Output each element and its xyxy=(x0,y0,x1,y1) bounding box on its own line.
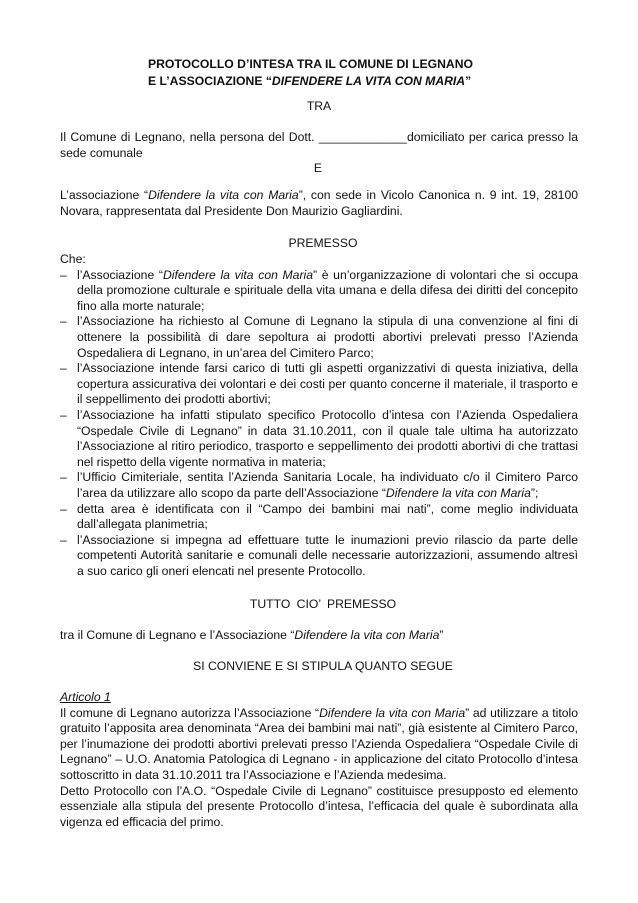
party-comune xyxy=(60,130,578,161)
title-line-2-post: ” xyxy=(465,74,472,88)
dash-bullet: – xyxy=(60,267,67,282)
list-item xyxy=(60,470,578,501)
premesso-list xyxy=(60,268,578,580)
item-5-association: Difendere la vita con Maria xyxy=(385,485,531,500)
item-1-pre: l’Associazione “ xyxy=(77,267,163,282)
party2-post: ”, con sede in Vicolo Canonica n. 9 int. 19, 28100 Novara, rappresentata dal Presidente Don Maurizio Gagliardini. xyxy=(60,188,579,218)
article-1-p1-association: Difendere la vita con Maria xyxy=(319,705,466,720)
party-comune-text: Il Comune di Legnano, nella persona del Dott. _____________domiciliato per carica presso la sede comunale xyxy=(60,130,578,160)
article-1-heading-text: Articolo 1 xyxy=(60,690,111,704)
title-line-2 xyxy=(148,74,548,91)
article-1-p1-pre: Il comune di Legnano autorizza l’Associazione “ xyxy=(60,705,320,720)
che-label: Che: xyxy=(60,252,86,266)
list-item xyxy=(60,502,578,533)
dash-bullet: – xyxy=(60,532,67,547)
conviene-heading: SI CONVIENE E SI STIPULA QUANTO SEGUE xyxy=(193,659,453,673)
tutto-premesso-heading: TUTTO CIO’ PREMESSO xyxy=(249,597,397,611)
between-association: Difendere la vita con Maria xyxy=(294,628,440,642)
tra-separator: TRA xyxy=(306,99,332,113)
document-title xyxy=(148,57,548,91)
item-4-text: l’Associazione ha infatti stipulato specifico Protocollo d’intesa con l’Azienda Ospedaliera “Ospedale Civile di Legnano” in data 31.10.2011, con il quale tale ultima ha autorizzato l’Associazione al ritiro periodico, trasporto e seppellimento dei prodotti abortivi di che trattasi nel rispetto della vigente normativa in materia; xyxy=(77,407,578,469)
premesso-section xyxy=(60,252,578,579)
article-1-paragraph-2: Detto Protocollo con l’A.O. “Ospedale Civile di Legnano” costituisce presupposto ed elemento essenziale alla stipula del presente Protocollo d’intesa, l’efficacia del quale è subordinata alla vigenza ed efficacia del primo. xyxy=(60,783,578,829)
article-1-heading xyxy=(60,690,578,706)
list-item xyxy=(60,533,578,580)
item-5-pre: l’Ufficio Cimiteriale, sentita l’Azienda Sanitaria Locale, ha individuato c/o il Cimitero Parco l’area da utilizzare allo scopo da parte dell’Associazione “ xyxy=(77,470,578,500)
e-separator: E xyxy=(313,161,323,175)
list-item xyxy=(60,268,578,315)
item-7-text: l’Associazione si impegna ad effettuare tutte le inumazioni previo rilascio da parte delle competenti Autorità sanitarie e comunali delle necessarie autorizzazioni, assumendo altresì a suo carico gli oneri elencati nel presente Protocollo. xyxy=(77,532,578,578)
list-item xyxy=(60,314,578,361)
list-item xyxy=(60,408,578,470)
item-1-association: Difendere la vita con Maria xyxy=(162,267,314,282)
title-line-2-pre: E L’ASSOCIAZIONE “ xyxy=(148,74,272,88)
premesso-heading: PREMESSO xyxy=(288,236,358,250)
between-pre: tra il Comune di Legnano e l’Associazione “ xyxy=(60,628,295,642)
article-1-p1-post: ” ad utilizzare a titolo gratuito l’apposita area denominata “Area dei bambini mai nati”, già esistente al Cimitero Parco, per l’inumazione dei prodotti abortivi prelevati presso l’Azienda Ospedaliera “Ospedale Civile di Legnano” – U.O. Anatomia Patologica di Legnano - in applicazione del citato Protocollo d’intesa sottoscritto in data 31.10.2011 tra l’Associazione e l’Azienda medesima. xyxy=(60,705,579,782)
party2-pre: L’associazione “ xyxy=(60,188,149,202)
dash-bullet: – xyxy=(60,501,67,516)
dash-bullet: – xyxy=(60,407,67,422)
title-line-2-association: DIFENDERE LA VITA CON MARIA xyxy=(271,74,466,88)
item-2-text: l’Associazione ha richiesto al Comune di Legnano la stipula di una convenzione al fini di ottenere la possibilità di dare sepoltura ai prodotti abortivi prelevati presso l’Azienda Ospedaliera di Legnano, in un’area del Cimitero Parco; xyxy=(77,314,578,360)
dash-bullet: – xyxy=(60,314,67,329)
title-line-1: PROTOCOLLO D’INTESA TRA IL COMUNE DI LEGNANO xyxy=(148,57,474,71)
item-6-text: detta area è identificata con il “Campo dei bambini mai nati”, come meglio individuata dall’allegata planimetria; xyxy=(77,501,578,532)
item-1-post: ” è un’organizzazione di volontari che si occupa della promozione culturale e spirituale della vita umana e della difesa dei diritti del concepito fino alla morte naturale; xyxy=(77,267,579,313)
list-item xyxy=(60,361,578,408)
between-parties xyxy=(60,628,578,644)
party-associazione xyxy=(60,188,578,219)
between-text xyxy=(60,628,578,644)
between-post: ” xyxy=(439,628,444,642)
item-5-post: ”; xyxy=(530,485,539,500)
dash-bullet: – xyxy=(60,361,67,376)
party-associazione-text xyxy=(60,188,578,219)
article-1-section xyxy=(60,690,578,830)
dash-bullet: – xyxy=(60,470,67,485)
party2-association: Difendere la vita con Maria xyxy=(148,188,299,202)
item-3-text: l’Associazione intende farsi carico di tutti gli aspetti organizzativi di questa iniziativa, della copertura assicurativa dei volontari e dei costi per quanto concerne il materiale, il trasporto e il seppellimento dei prodotti abortivi; xyxy=(77,361,578,407)
article-1-paragraph-1 xyxy=(60,706,578,784)
